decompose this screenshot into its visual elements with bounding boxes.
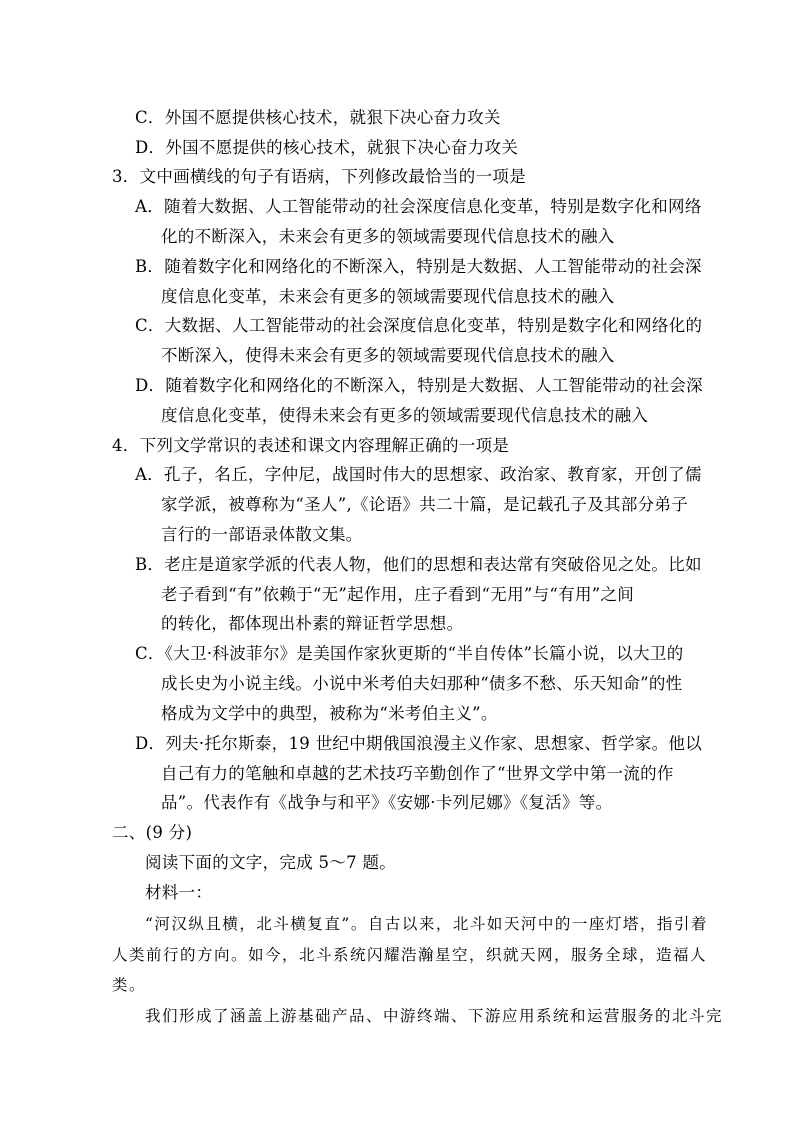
q4-option-d: D．列夫·托尔斯泰，19 世纪中期俄国浪漫主义作家、思想家、哲学家。他以 [135, 734, 703, 753]
q4-option-b-cont-2: 的转化，都体现出朴素的辩证哲学思想。 [161, 614, 464, 633]
q4-stem: 4．下列文学常识的表述和课文内容理解正确的一项是 [112, 436, 510, 455]
q2-option-d: D．外国不愿提供的核心技术，就狠下决心奋力攻关 [135, 138, 519, 157]
q3-option-a-cont: 化的不断深入，未来会有更多的领域需要现代信息技术的融入 [161, 227, 615, 246]
q3-option-b-cont: 度信息化变革，未来会有更多的领域需要现代信息技术的融入 [161, 287, 615, 306]
material-one-label: 材料一： [145, 883, 213, 902]
q4-option-d-cont-1: 自己有力的笔触和卓越的艺术技巧辛勤创作了“世界文学中第一流的作 [161, 764, 674, 783]
q4-option-c-cont-2: 格成为文学中的典型，被称为“米考伯主义”。 [161, 704, 498, 723]
q4-option-a: A．孔子，名丘，字仲尼，战国时伟大的思想家、政治家、教育家，开创了儒 [135, 465, 702, 484]
material-paragraph-2-line-1: 我们形成了涵盖上游基础产品、中游终端、下游应用系统和运营服务的北斗完 [145, 1007, 724, 1025]
q4-option-c-cont-1: 成长史为小说主线。小说中米考伯夫妇那种“债多不愁、乐天知命”的性 [161, 674, 683, 693]
q2-option-c: C．外国不愿提供核心技术，就狠下决心奋力攻关 [135, 108, 501, 127]
q3-option-c: C．大数据、人工智能带动的社会深度信息化变革，特别是数字化和网络化的 [135, 316, 703, 335]
q4-option-d-cont-2: 品”。代表作有《战争与和平》《安娜·卡列尼娜》《复活》等。 [161, 793, 613, 812]
material-paragraph-1-line-3: 类。 [112, 976, 147, 994]
material-paragraph-1-line-1: “河汉纵且横，北斗横复直”。自古以来，北斗如天河中的一座灯塔，指引着 [145, 915, 708, 933]
q4-option-c: C．《大卫·科波菲尔》是美国作家狄更斯的“半自传体”长篇小说，以大卫的 [135, 644, 684, 663]
q4-option-b: B．老庄是道家学派的代表人物，他们的思想和表达常有突破俗见之处。比如 [135, 555, 702, 574]
q4-option-a-cont-2: 言行的一部语录体散文集。 [161, 525, 363, 544]
q3-option-a: A．随着大数据、人工智能带动的社会深度信息化变革，特别是数字化和网络 [135, 197, 702, 216]
q3-option-b: B．随着数字化和网络化的不断深入，特别是大数据、人工智能带动的社会深 [135, 257, 702, 276]
q3-option-d: D．随着数字化和网络化的不断深入，特别是大数据、人工智能带动的社会深 [135, 376, 703, 395]
reading-instruction: 阅读下面的文字，完成 5～7 题。 [145, 853, 397, 872]
q4-option-a-cont-1: 家学派，被尊称为“圣人”,《论语》共二十篇，是记载孔子及其部分弟子 [161, 495, 689, 514]
material-paragraph-1-line-2: 人类前行的方向。如今，北斗系统闪耀浩瀚星空，织就天网，服务全球，造福人 [112, 946, 708, 964]
q3-stem: 3．文中画横线的句子有语病，下列修改最恰当的一项是 [112, 167, 526, 186]
q3-option-c-cont: 不断深入，使得未来会有更多的领域需要现代信息技术的融入 [161, 346, 615, 365]
q4-option-b-cont-1: 老子看到“有”依赖于“无”起作用，庄子看到“无用”与“有用”之间 [161, 585, 635, 604]
q3-option-d-cont: 度信息化变革，使得未来会有更多的领域需要现代信息技术的融入 [161, 406, 649, 425]
section-two-heading: 二、(9 分) [112, 823, 193, 842]
